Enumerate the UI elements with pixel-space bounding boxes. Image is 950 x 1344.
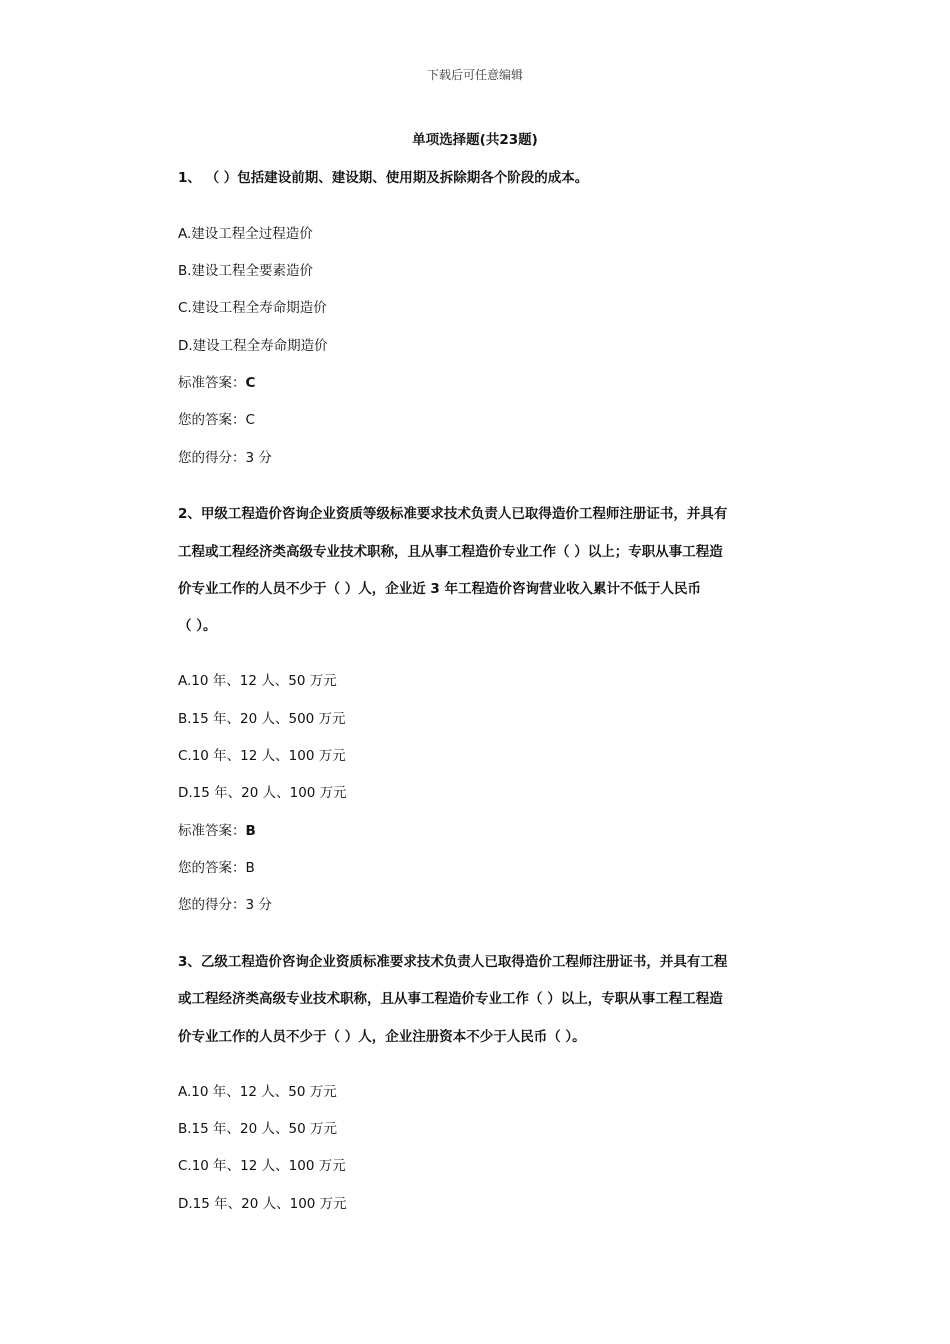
your-score-value: 3 分 <box>245 450 272 466</box>
question-2-option-a: A.10 年、12 人、50 万元 <box>178 673 337 689</box>
standard-answer-label: 标准答案： <box>178 823 246 839</box>
question-2-option-d: D.15 年、20 人、100 万元 <box>178 785 347 801</box>
question-2-stem-line-3: 价专业工作的人员不少于（ ）人，企业近 3 年工程造价咨询营业收入累计不低于人民币 <box>178 581 701 597</box>
question-2-your-score <box>178 893 272 913</box>
question-3-option-c: C.10 年、12 人、100 万元 <box>178 1158 346 1174</box>
question-3-stem-line-2: 或工程经济类高级专业技术职称，且从事工程造价专业工作（ ）以上，专职从事工程工程造 <box>178 991 723 1007</box>
question-2-option-c: C.10 年、12 人、100 万元 <box>178 748 346 764</box>
standard-answer-label: 标准答案： <box>178 375 246 391</box>
your-score-value: 3 分 <box>245 897 272 913</box>
your-score-label: 您的得分： <box>178 897 246 913</box>
question-2-stem-line-2: 工程或工程经济类高级专业技术职称，且从事工程造价专业工作（ ）以上；专职从事工程造 <box>178 544 723 560</box>
question-3-stem-line-1: 3、乙级工程造价咨询企业资质标准要求技术负责人已取得造价工程师注册证书，并具有工程 <box>178 954 728 970</box>
your-answer-value: C <box>245 412 255 428</box>
question-2-option-b: B.15 年、20 人、500 万元 <box>178 711 346 727</box>
question-1-option-c: C.建设工程全寿命期造价 <box>178 300 327 316</box>
question-1-option-b: B.建设工程全要素造价 <box>178 263 314 279</box>
question-1-your-answer <box>178 408 255 428</box>
question-1-stem: 1、 （ ）包括建设前期、建设期、使用期及拆除期各个阶段的成本。 <box>178 170 589 186</box>
question-1-option-d: D.建设工程全寿命期造价 <box>178 338 328 354</box>
your-answer-label: 您的答案： <box>178 860 246 876</box>
question-1-standard-answer <box>178 371 255 391</box>
your-score-label: 您的得分： <box>178 450 246 466</box>
question-2-standard-answer <box>178 819 256 839</box>
question-3-option-a: A.10 年、12 人、50 万元 <box>178 1084 337 1100</box>
question-2-stem-line-1: 2、甲级工程造价咨询企业资质等级标准要求技术负责人已取得造价工程师注册证书，并具有 <box>178 506 728 522</box>
question-2-your-answer <box>178 856 255 876</box>
question-1-option-a: A.建设工程全过程造价 <box>178 226 313 242</box>
standard-answer-value: C <box>245 375 256 391</box>
section-title: 单项选择题(共23题) <box>412 132 538 148</box>
question-1-your-score <box>178 446 272 466</box>
your-answer-label: 您的答案： <box>178 412 246 428</box>
question-3-option-b: B.15 年、20 人、50 万元 <box>178 1121 337 1137</box>
your-answer-value: B <box>245 860 255 876</box>
question-3-option-d: D.15 年、20 人、100 万元 <box>178 1196 347 1212</box>
page-header-note: 下载后可任意编辑 <box>426 68 523 82</box>
question-2-stem-line-4: （ ）。 <box>178 618 217 634</box>
standard-answer-value: B <box>245 823 256 839</box>
question-3-stem-line-3: 价专业工作的人员不少于（ ）人，企业注册资本不少于人民币（ ）。 <box>178 1029 586 1045</box>
